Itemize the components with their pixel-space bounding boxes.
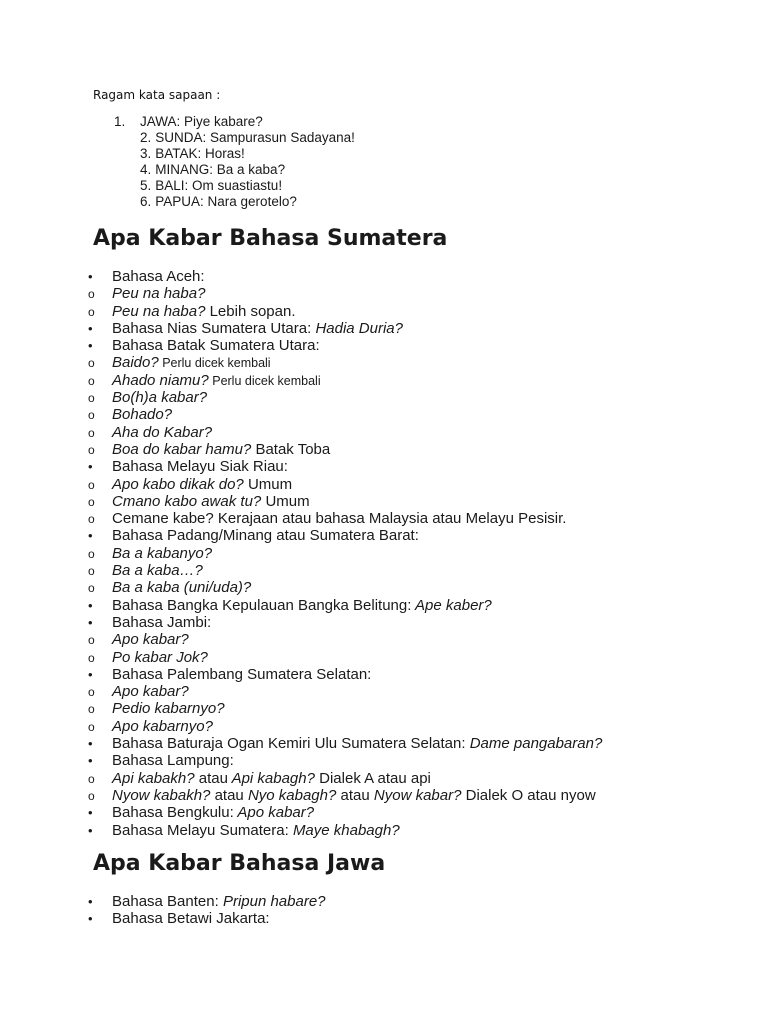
bullet-circle-icon: o bbox=[88, 771, 95, 786]
greeting-phrase: Api kabagh? bbox=[231, 769, 315, 787]
greeting-phrase: Boa do kabar hamu? bbox=[112, 440, 252, 458]
list-item-text bbox=[112, 579, 251, 596]
bullet-circle-icon: o bbox=[88, 304, 95, 319]
heading-sumatera: Apa Kabar Bahasa Sumatera bbox=[93, 226, 448, 251]
greeting-phrase: Peu na haba? bbox=[112, 285, 206, 303]
plain-text: atau bbox=[340, 786, 370, 804]
greeting-text: MINANG: Ba a kaba? bbox=[155, 162, 286, 177]
greeting-phrase: Pripun habare? bbox=[222, 893, 326, 910]
plain-text: Bahasa Batak Sumatera Utara: bbox=[112, 337, 320, 355]
greeting-item bbox=[114, 114, 355, 130]
list-item-text bbox=[112, 683, 189, 700]
bullet-disc-icon: • bbox=[88, 911, 93, 927]
list-item bbox=[86, 458, 602, 475]
list-number: 5. bbox=[140, 178, 152, 193]
plain-text: Bahasa Padang/Minang atau Sumatera Barat: bbox=[112, 527, 419, 545]
greeting-phrase: Po kabar Jok? bbox=[112, 648, 208, 666]
greeting-phrase: Ba a kabanyo? bbox=[112, 544, 213, 562]
list-item-text bbox=[112, 666, 371, 683]
list-item-text bbox=[112, 700, 225, 717]
greeting-phrase: Apo kabar? bbox=[112, 631, 189, 649]
bullet-circle-icon: o bbox=[88, 719, 95, 734]
greeting-phrase: Ba a kaba (uni/uda)? bbox=[112, 579, 252, 597]
greeting-text: JAWA: Piye kabare? bbox=[140, 114, 263, 129]
bullet-circle-icon: o bbox=[88, 650, 95, 665]
list-item bbox=[86, 666, 602, 683]
bullet-circle-icon: o bbox=[88, 373, 95, 388]
bullet-disc-icon: • bbox=[88, 320, 93, 336]
list-number: 4. bbox=[140, 162, 152, 177]
list-item bbox=[86, 910, 326, 927]
bullet-disc-icon: • bbox=[88, 894, 93, 909]
heading-jawa: Apa Kabar Bahasa Jawa bbox=[93, 851, 386, 876]
plain-text: Umum bbox=[265, 492, 310, 510]
list-item-text bbox=[112, 752, 234, 769]
sumatera-list bbox=[86, 268, 602, 839]
list-item bbox=[86, 441, 602, 458]
greeting-item bbox=[114, 194, 355, 210]
greeting-phrase: Api kabakh? bbox=[112, 769, 195, 787]
greeting-phrase: Ba a kaba…? bbox=[112, 562, 203, 580]
bullet-circle-icon: o bbox=[88, 702, 95, 717]
bullet-circle-icon: o bbox=[88, 408, 95, 423]
list-item bbox=[86, 337, 602, 354]
plain-text: Bahasa Bangka Kepulauan Bangka Belitung: bbox=[112, 596, 412, 614]
list-item bbox=[86, 303, 602, 320]
list-item-text bbox=[112, 545, 212, 562]
greeting-text: SUNDA: Sampurasun Sadayana! bbox=[155, 130, 355, 145]
greeting-item bbox=[114, 146, 355, 162]
greeting-phrase: Nyow kabakh? bbox=[112, 786, 211, 804]
plain-text: Bahasa Melayu Sumatera: bbox=[112, 821, 289, 839]
plain-text: Bahasa Melayu Siak Riau: bbox=[112, 458, 288, 476]
bullet-circle-icon: o bbox=[88, 633, 95, 648]
plain-text: Umum bbox=[247, 475, 293, 493]
greeting-phrase: Baido? bbox=[112, 354, 159, 372]
bullet-disc-icon: • bbox=[88, 528, 93, 544]
list-item bbox=[86, 718, 602, 735]
list-item bbox=[86, 268, 602, 285]
list-item-text bbox=[112, 372, 321, 390]
list-item bbox=[86, 510, 602, 527]
list-item bbox=[86, 735, 602, 752]
bullet-circle-icon: o bbox=[88, 685, 95, 700]
list-item bbox=[86, 822, 602, 839]
greeting-phrase: Apo kabar? bbox=[112, 683, 189, 701]
greeting-phrase: Ape kaber? bbox=[415, 596, 492, 614]
list-item-text bbox=[112, 631, 189, 648]
bullet-circle-icon: o bbox=[88, 356, 95, 371]
bullet-circle-icon: o bbox=[88, 391, 95, 406]
list-item bbox=[86, 389, 602, 406]
bullet-disc-icon: • bbox=[88, 597, 93, 613]
list-item-text bbox=[112, 493, 310, 510]
list-item bbox=[86, 597, 602, 614]
list-item-text bbox=[112, 441, 330, 458]
greeting-phrase: Maye khabagh? bbox=[292, 821, 400, 839]
plain-text: Bahasa Nias Sumatera Utara: bbox=[112, 319, 312, 337]
list-item bbox=[86, 424, 602, 441]
list-item-text bbox=[112, 268, 205, 285]
list-item-text bbox=[112, 787, 596, 804]
list-item-text bbox=[112, 389, 207, 406]
list-item-text bbox=[112, 510, 566, 527]
list-item-text bbox=[112, 354, 271, 372]
list-item-text bbox=[112, 285, 205, 302]
list-item bbox=[86, 527, 602, 544]
list-item-text bbox=[112, 303, 296, 320]
list-item-text bbox=[112, 822, 400, 839]
bullet-circle-icon: o bbox=[88, 477, 95, 492]
list-item bbox=[86, 893, 326, 910]
bullet-disc-icon: • bbox=[88, 459, 93, 475]
plain-text: Bahasa Palembang Sumatera Selatan: bbox=[112, 665, 372, 683]
plain-text: Bahasa Lampung: bbox=[112, 752, 234, 770]
plain-text: Batak Toba bbox=[255, 440, 331, 458]
greeting-phrase: Apo kabar? bbox=[237, 804, 315, 822]
bullet-circle-icon: o bbox=[88, 788, 95, 803]
bullet-disc-icon: • bbox=[88, 736, 93, 752]
list-item bbox=[86, 614, 602, 631]
list-item bbox=[86, 770, 602, 787]
greeting-text: PAPUA: Nara gerotelo? bbox=[155, 194, 297, 209]
plain-text: Dialek O atau nyow bbox=[465, 786, 596, 804]
greeting-phrase: Cmano kabo awak tu? bbox=[112, 492, 262, 510]
greeting-item bbox=[114, 130, 355, 146]
list-item bbox=[86, 787, 602, 804]
bullet-circle-icon: o bbox=[88, 564, 95, 579]
greeting-text: BALI: Om suastiastu! bbox=[155, 178, 283, 193]
list-item-text bbox=[112, 320, 403, 337]
list-item bbox=[86, 562, 602, 579]
greeting-phrase: Bohado? bbox=[112, 406, 173, 424]
greeting-item bbox=[114, 178, 355, 194]
plain-text: Bahasa Jambi: bbox=[112, 613, 212, 631]
bullet-disc-icon: • bbox=[88, 614, 93, 630]
bullet-circle-icon: o bbox=[88, 581, 95, 596]
list-item bbox=[86, 493, 602, 510]
plain-text: Cemane kabe? Kerajaan atau bahasa Malaysia atau Melayu Pesisir. bbox=[112, 510, 567, 528]
list-item-text bbox=[112, 804, 314, 821]
greeting-phrase: Dame pangabaran? bbox=[469, 735, 603, 753]
bullet-circle-icon: o bbox=[88, 512, 95, 527]
bullet-circle-icon: o bbox=[88, 546, 95, 561]
greetings-list bbox=[114, 114, 355, 210]
greeting-phrase: Apo kabo dikak do? bbox=[112, 475, 244, 493]
greeting-phrase: Pedio kabarnyo? bbox=[112, 700, 225, 718]
greeting-phrase: Aha do Kabar? bbox=[112, 423, 213, 441]
list-item-text bbox=[112, 527, 419, 544]
list-item bbox=[86, 683, 602, 700]
plain-text: Bahasa Aceh: bbox=[112, 268, 205, 285]
list-item-text bbox=[112, 910, 270, 927]
list-item-text bbox=[112, 770, 431, 787]
plain-text: Lebih sopan. bbox=[209, 302, 296, 320]
list-item-text bbox=[112, 406, 172, 423]
list-item bbox=[86, 649, 602, 666]
list-number: 2. bbox=[140, 130, 152, 145]
greeting-phrase: Peu na haba? bbox=[112, 302, 206, 320]
list-item-text bbox=[112, 893, 326, 910]
plain-text: atau bbox=[214, 786, 244, 804]
greeting-phrase: Hadia Duria? bbox=[315, 319, 403, 337]
bullet-disc-icon: • bbox=[88, 822, 93, 838]
list-item-text bbox=[112, 735, 602, 752]
bullet-disc-icon: • bbox=[88, 753, 93, 769]
list-item-text bbox=[112, 476, 292, 493]
plain-text: Dialek A atau api bbox=[319, 769, 431, 787]
list-item bbox=[86, 406, 602, 423]
plain-text: Bahasa Baturaja Ogan Kemiri Ulu Sumatera Selatan: bbox=[112, 735, 466, 753]
list-item bbox=[86, 545, 602, 562]
bullet-circle-icon: o bbox=[88, 494, 95, 509]
greeting-phrase: Nyo kabagh? bbox=[247, 786, 337, 804]
greeting-phrase: Nyow kabar? bbox=[373, 786, 462, 804]
list-item bbox=[86, 700, 602, 717]
bullet-disc-icon: • bbox=[88, 269, 93, 284]
list-item bbox=[86, 354, 602, 371]
intro-text: Ragam kata sapaan : bbox=[93, 88, 221, 102]
list-item bbox=[86, 579, 602, 596]
list-item bbox=[86, 285, 602, 302]
list-item-text bbox=[112, 424, 212, 441]
greeting-item bbox=[114, 162, 355, 178]
bullet-disc-icon: • bbox=[88, 805, 93, 821]
bullet-circle-icon: o bbox=[88, 425, 95, 440]
list-item bbox=[86, 752, 602, 769]
list-item bbox=[86, 372, 602, 389]
plain-text: Bahasa Bengkulu: bbox=[112, 804, 234, 822]
bullet-disc-icon: • bbox=[88, 338, 93, 354]
list-number: 1. bbox=[114, 114, 126, 129]
list-item-text bbox=[112, 649, 208, 666]
greeting-phrase: Ahado niamu? bbox=[112, 371, 209, 389]
plain-text: Bahasa Betawi Jakarta: bbox=[112, 910, 270, 928]
list-item-text bbox=[112, 718, 213, 735]
jawa-list bbox=[86, 893, 326, 928]
list-number: 3. bbox=[140, 146, 152, 161]
list-number: 6. bbox=[140, 194, 152, 209]
bullet-circle-icon: o bbox=[88, 442, 95, 457]
plain-text: Perlu dicek kembali bbox=[212, 373, 321, 388]
plain-text: atau bbox=[198, 769, 228, 787]
greeting-text: BATAK: Horas! bbox=[155, 146, 245, 161]
plain-text: Bahasa Banten: bbox=[112, 893, 219, 910]
list-item bbox=[86, 804, 602, 821]
plain-text: Perlu dicek kembali bbox=[162, 356, 271, 371]
list-item-text bbox=[112, 337, 320, 354]
list-item bbox=[86, 631, 602, 648]
list-item-text bbox=[112, 597, 492, 614]
list-item-text bbox=[112, 562, 203, 579]
list-item bbox=[86, 476, 602, 493]
greeting-phrase: Apo kabarnyo? bbox=[112, 717, 213, 735]
bullet-disc-icon: • bbox=[88, 666, 93, 682]
list-item-text bbox=[112, 614, 211, 631]
bullet-circle-icon: o bbox=[88, 287, 95, 302]
list-item bbox=[86, 320, 602, 337]
greeting-phrase: Bo(h)a kabar? bbox=[112, 389, 208, 407]
list-item-text bbox=[112, 458, 288, 475]
